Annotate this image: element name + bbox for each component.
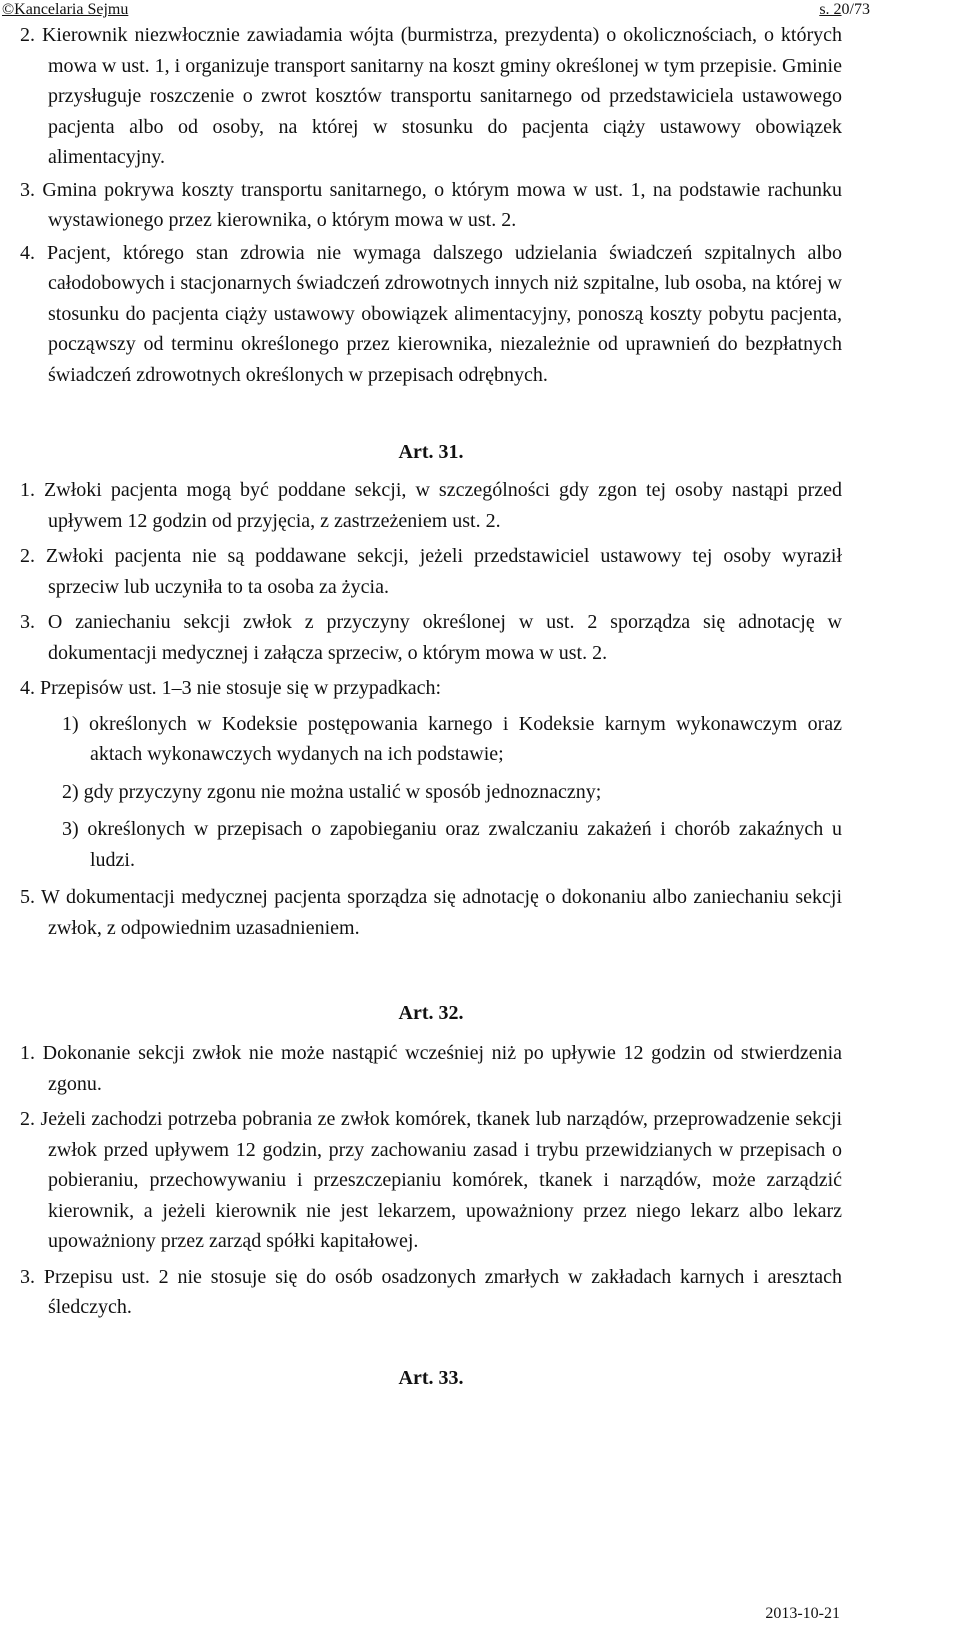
article-32-paragraph-3: 3. Przepisu ust. 2 nie stosuje się do osób osadzonych zmarłych w zakładach karnych i aresztach śledczych.	[20, 1265, 842, 1318]
article-31-paragraph-2: 2. Zwłoki pacjenta nie są poddawane sekcji, jeżeli przedstawiciel ustawowy tej osoby wyraził sprzeciw lub uczyniła to ta osoba za życia.	[20, 545, 842, 598]
paragraph-3: 3. Gmina pokrywa koszty transportu sanitarnego, o którym mowa w ust. 1, na podstawie rachunku wystawionego przez kierownika, o którym mowa w ust. 2.	[20, 178, 842, 231]
article-33-heading: Art. 33.	[398, 1366, 464, 1389]
footer-date: 2013-10-21	[765, 1605, 840, 1622]
article-31-point-1: 1) określonych w Kodeksie postępowania karnego i Kodeksie karnym wykonawczym oraz aktach wykonawczych wydanych na ich podstawie;	[62, 712, 842, 765]
article-31-point-2: 2) gdy przyczyny zgonu nie można ustalić w sposób jednoznaczny;	[62, 780, 602, 803]
article-31-point-3: 3) określonych w przepisach o zapobieganiu oraz zwalczaniu zakażeń i chorób zakaźnych u ludzi.	[62, 818, 842, 871]
article-32-heading: Art. 32.	[398, 1002, 464, 1024]
paragraph-2: 2. Kierownik niezwłocznie zawiadamia wójta (burmistrza, prezydenta) o okolicznościach, o których mowa w ust. 1, i organizuje transport sanitarny na koszt gminy określonej w tym przepisie. Gminie przysługuje roszczenie o zwrot kosztów transportu sanitarnego od przedstawiciela ustawowego pacjenta albo od osoby, na której w stosunku do pacjenta ciąży ustawowy obowiązek alimentacyjny.	[20, 24, 842, 168]
document-body	[20, 20, 842, 1393]
article-32-paragraph-1: 1. Dokonanie sekcji zwłok nie może nastąpić wcześniej niż po upływie 12 godzin od stwierdzenia zgonu.	[20, 1042, 842, 1095]
article-31-paragraph-1: 1. Zwłoki pacjenta mogą być poddane sekcji, w szczególności gdy zgon tej osoby nastąpi przed upływem 12 godzin od przyjęcia, z zastrzeżeniem ust. 2.	[20, 479, 842, 532]
article-31-heading: Art. 31.	[398, 441, 464, 463]
publisher-label: ©Kancelaria Sejmu	[2, 1, 129, 18]
article-31-paragraph-5: 5. W dokumentacji medycznej pacjenta sporządza się adnotację o dokonaniu albo zaniechaniu sekcji zwłok, z odpowiednim uzasadnieniem.	[20, 886, 842, 939]
article-31-paragraph-4: 4. Przepisów ust. 1–3 nie stosuje się w przypadkach:	[20, 677, 442, 699]
paragraph-4: 4. Pacjent, którego stan zdrowia nie wymaga dalszego udzielania świadczeń szpitalnych albo całodobowych i stacjonarnych świadczeń zdrowotnych innych niż szpitalne, lub osoba, na której w stosunku do pacjenta ciąży ustawowy obowiązek alimentacyjny, ponoszą koszty pobytu pacjenta, począwszy od terminu określonego przez kierownika, niezależnie od uprawnień do bezpłatnych świadczeń zdrowotnych określonych w przepisach odrębnych.	[20, 241, 842, 386]
page-number-prefix: s. 2	[819, 1, 842, 18]
page-number	[819, 0, 870, 20]
article-32-paragraph-2: 2. Jeżeli zachodzi potrzeba pobrania ze zwłok komórek, tkanek lub narządów, przeprowadzenie sekcji zwłok przed upływem 12 godzin, przy zachowaniu zasad i trybu przewidzianych w przepisach o pobieraniu, przechowywaniu i przeszczepianiu komórek, tkanek i narządów, może zarządzić kierownik, a jeżeli kierownik nie jest lekarzem, upoważniony przez niego lekarz albo lekarz upoważniony przez zarząd spółki kapitałowej.	[20, 1108, 842, 1252]
page-header	[0, 0, 960, 20]
page-number-suffix: 0/73	[841, 1, 870, 18]
article-31-paragraph-3: 3. O zaniechaniu sekcji zwłok z przyczyny określonej w ust. 2 sporządza się adnotację w dokumentacji medycznej i załącza sprzeciw, o którym mowa w ust. 2.	[20, 611, 842, 664]
